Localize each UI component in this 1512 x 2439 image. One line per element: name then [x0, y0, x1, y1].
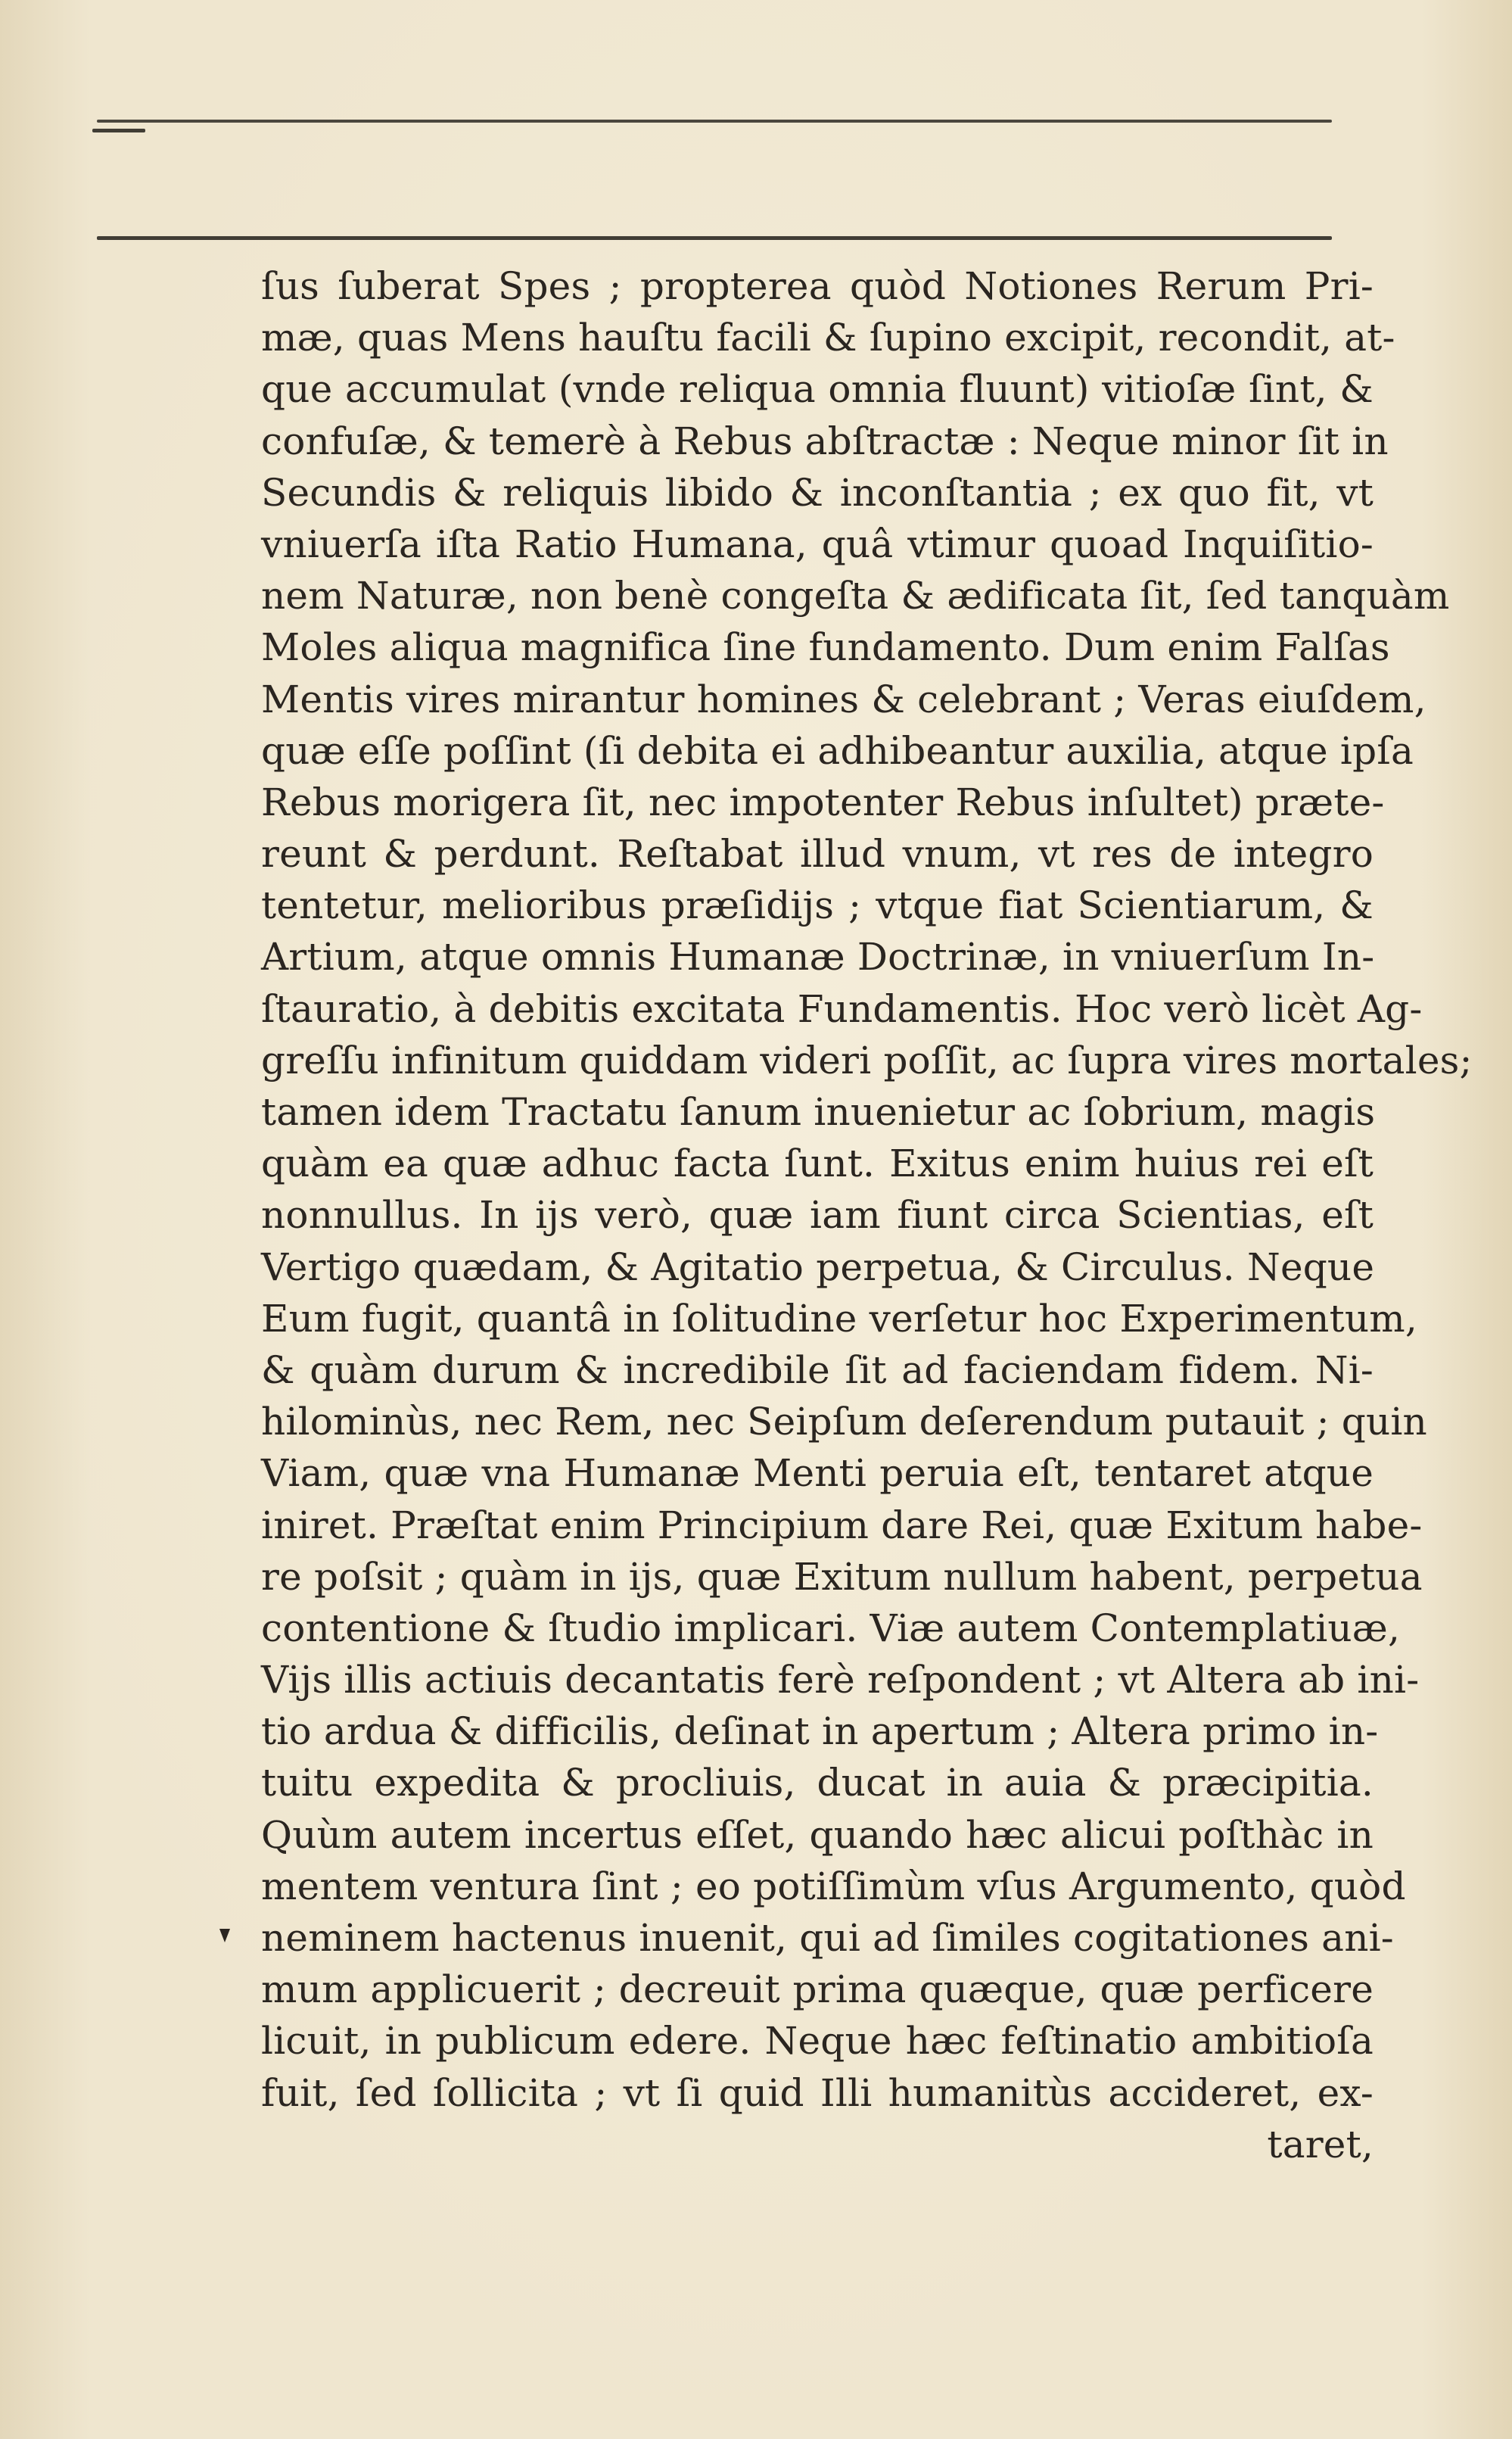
text-line: mentem ventura ſint ; eo potiſſimùm vſus Argumento, quòd	[261, 1864, 1406, 1908]
text-line: Vijs illis actiuis decantatis ferè reſpondent ; vt Altera ab ini-	[261, 1658, 1420, 1702]
margin-mark-icon	[219, 1929, 230, 1942]
text-line: tamen idem Tractatu ſanum inuenietur ac ſobrium, magis	[261, 1090, 1376, 1134]
header-rule-mark	[92, 129, 145, 132]
text-line: ſtauratio, à debitis excitata Fundamentis. Hoc verò licèt Ag-	[261, 986, 1423, 1031]
text-line: mum applicuerit ; decreuit prima quæque, quæ perficere	[261, 1967, 1374, 2012]
text-line: Quùm autem incertus eſſet, quando hæc alicui poſthàc in	[261, 1812, 1374, 1857]
text-line: ſus ſuberat Spes ; propterea quòd Notiones Rerum Pri-	[261, 264, 1374, 308]
text-line: vniuerſa iſta Ratio Humana, quâ vtimur quoad Inquiſitio-	[261, 522, 1374, 566]
text-line: tentetur, melioribus præſidijs ; vtque fiat Scientiarum, &	[261, 883, 1374, 928]
text-line: Mentis vires mirantur homines & celebrant ; Veras eiuſdem,	[261, 677, 1426, 721]
text-line: nem Naturæ, non benè congeſta & ædificata ſit, ſed tanquàm	[261, 574, 1450, 618]
text-line: confuſæ, & temerè à Rebus abſtractæ : Neque minor ſit in	[261, 419, 1389, 463]
text-line: contentione & ſtudio implicari. Viæ autem Contemplatiuæ,	[261, 1606, 1401, 1650]
catchword: taret,	[1267, 2122, 1374, 2166]
text-line: Artium, atque omnis Humanæ Doctrinæ, in vniuerſum In-	[261, 935, 1375, 980]
header-rule	[97, 120, 1332, 123]
text-line: iniret. Præſtat enim Principium dare Rei, quæ Exitum habe-	[261, 1503, 1423, 1547]
text-line: Rebus morigera ſit, nec impotenter Rebus inſultet) præte-	[261, 780, 1385, 824]
text-line: tuitu expedita & procliuis, ducat in auia & præcipitia.	[261, 1761, 1374, 1805]
text-line: Moles aliqua magnifica ſine fundamento. Dum enim Falſas	[261, 625, 1390, 670]
text-line: mæ, quas Mens hauſtu facili & ſupino excipit, recondit, at-	[261, 316, 1395, 360]
text-line: Vertigo quædam, & Agitatio perpetua, & Circulus. Neque	[261, 1244, 1375, 1289]
body-text	[261, 260, 1473, 2170]
text-line: quæ eſſe poſſint (ſi debita ei adhibeantur auxilia, atque ipſa	[261, 728, 1414, 773]
text-line: fuit, ſed ſollicita ; vt ſi quid Illi humanitùs accideret, ex-	[261, 2070, 1374, 2115]
text-line: licuit, in publicum edere. Neque hæc feſtinatio ambitioſa	[261, 2019, 1374, 2064]
text-line: reunt & perdunt. Reſtabat illud vnum, vt res de integro	[261, 832, 1374, 877]
text-line: Viam, quæ vna Humanæ Menti peruia eſt, tentaret atque	[261, 1451, 1374, 1496]
text-line: neminem hactenus inuenit, qui ad ſimiles cogitationes ani-	[261, 1916, 1394, 1960]
text-line: & quàm durum & incredibile ſit ad faciendam fidem. Ni-	[261, 1347, 1374, 1392]
text-line: Eum fugit, quantâ in ſolitudine verſetur hoc Experimentum,	[261, 1296, 1417, 1341]
text-rule	[97, 236, 1332, 240]
text-line: nonnullus. In ijs verò, quæ iam fiunt circa Scientias, eſt	[261, 1193, 1374, 1238]
text-line: greſſu infinitum quiddam videri poſſit, ac ſupra vires mortales;	[261, 1038, 1473, 1082]
text-line: que accumulat (vnde reliqua omnia fluunt) vitioſæ ſint, &	[261, 367, 1374, 412]
text-line: tio ardua & difficilis, deſinat in apertum ; Altera primo in-	[261, 1709, 1379, 1754]
text-line: Secundis & reliquis libido & inconſtantia ; ex quo fit, vt	[261, 470, 1374, 515]
text-line: hilominùs, nec Rem, nec Seipſum deſerendum putauit ; quin	[261, 1400, 1427, 1444]
text-line: quàm ea quæ adhuc facta ſunt. Exitus enim huius rei eſt	[261, 1142, 1374, 1186]
text-line: re poſsit ; quàm in ijs, quæ Exitum nullum habent, perpetua	[261, 1554, 1423, 1599]
